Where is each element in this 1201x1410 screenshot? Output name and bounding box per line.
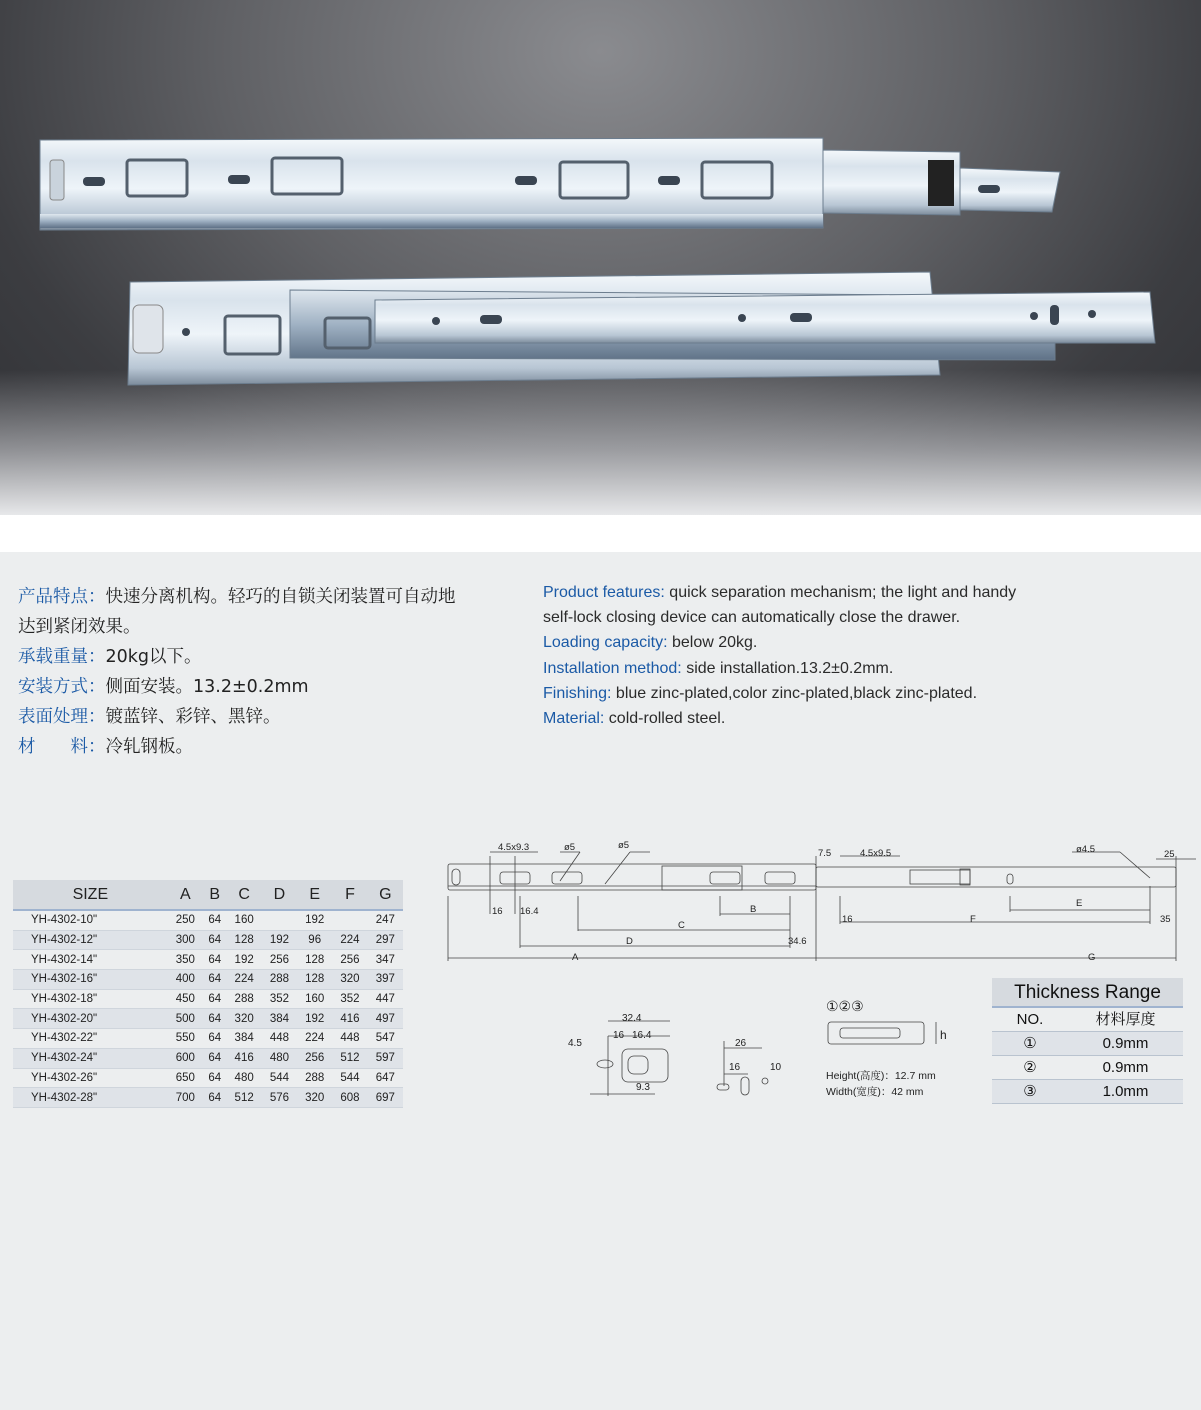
size-value-cell: 256 bbox=[332, 950, 367, 970]
table-row bbox=[13, 1029, 403, 1049]
detail-b-label: 26 bbox=[735, 1038, 747, 1049]
drawer-slides-illustration bbox=[0, 0, 1201, 515]
thickness-no: ③ bbox=[1023, 1083, 1037, 1100]
size-value-cell bbox=[332, 910, 367, 930]
detail-a-label: 9.3 bbox=[636, 1082, 650, 1093]
feature-cn-line: 安装方式：侧面安装。13.2±0.2mm bbox=[18, 677, 309, 697]
size-value-cell: 347 bbox=[368, 950, 403, 970]
size-value-cell: 128 bbox=[297, 950, 332, 970]
feature-cn-line: 产品特点：快速分离机构。轻巧的自锁关闭装置可自动地 bbox=[18, 587, 456, 607]
dim-label: ø5 bbox=[618, 840, 630, 851]
dim-label: 4.5x9.5 bbox=[860, 848, 892, 859]
size-value-cell: 300 bbox=[168, 930, 203, 950]
thickness-value: 1.0mm bbox=[1102, 1083, 1149, 1100]
size-model-cell: YH-4302-10" bbox=[13, 910, 168, 930]
size-value-cell: 160 bbox=[227, 910, 262, 930]
dim-label: ø5 bbox=[564, 842, 576, 853]
size-value-cell: 250 bbox=[168, 910, 203, 930]
detail-a-label: 16.4 bbox=[632, 1030, 652, 1041]
dim-label: 4.5x9.3 bbox=[498, 842, 530, 853]
thickness-no: ① bbox=[1023, 1035, 1037, 1052]
size-value-cell: 64 bbox=[203, 1088, 227, 1108]
col-a: A bbox=[168, 880, 203, 910]
size-value-cell: 608 bbox=[332, 1088, 367, 1108]
size-value-cell: 480 bbox=[262, 1048, 297, 1068]
size-value-cell: 480 bbox=[227, 1068, 262, 1088]
thickness-row bbox=[992, 1056, 1183, 1080]
thickness-value: 0.9mm bbox=[1102, 1035, 1149, 1052]
size-value-cell: 320 bbox=[332, 970, 367, 990]
dim-label: D bbox=[626, 936, 633, 947]
dim-label: E bbox=[1076, 898, 1083, 909]
thickness-col-no: NO. bbox=[1016, 1011, 1044, 1028]
dim-label: G bbox=[1088, 952, 1096, 963]
product-photo bbox=[0, 0, 1201, 515]
size-value-cell: 160 bbox=[297, 989, 332, 1009]
table-row bbox=[13, 1009, 403, 1029]
size-value-cell: 320 bbox=[227, 1009, 262, 1029]
size-value-cell bbox=[262, 910, 297, 930]
feature-en-line: self-lock closing device can automatically close the drawer. bbox=[543, 609, 961, 627]
thickness-row bbox=[992, 1080, 1183, 1104]
detail-b-label: 10 bbox=[770, 1062, 782, 1073]
feature-cn-line: 表面处理：镀蓝锌、彩锌、黑锌。 bbox=[18, 707, 281, 727]
size-value-cell: 224 bbox=[227, 970, 262, 990]
table-row bbox=[13, 989, 403, 1009]
size-value-cell: 650 bbox=[168, 1068, 203, 1088]
size-value-cell: 128 bbox=[297, 970, 332, 990]
dim-label: 16 bbox=[842, 914, 853, 925]
size-value-cell: 544 bbox=[262, 1068, 297, 1088]
table-row bbox=[13, 1068, 403, 1088]
size-value-cell: 416 bbox=[227, 1048, 262, 1068]
size-value-cell: 647 bbox=[368, 1068, 403, 1088]
table-row bbox=[13, 1088, 403, 1108]
table-row bbox=[13, 950, 403, 970]
size-value-cell: 350 bbox=[168, 950, 203, 970]
size-value-cell: 550 bbox=[168, 1029, 203, 1049]
feature-cn-line: 达到紧闭效果。 bbox=[18, 617, 141, 637]
dim-label: A bbox=[572, 952, 579, 963]
size-model-cell: YH-4302-14" bbox=[13, 950, 168, 970]
thickness-col-value: 材料厚度 bbox=[1095, 1011, 1156, 1028]
thickness-row bbox=[992, 1032, 1183, 1056]
table-row bbox=[13, 930, 403, 950]
size-value-cell: 448 bbox=[332, 1029, 367, 1049]
size-value-cell: 397 bbox=[368, 970, 403, 990]
size-value-cell: 224 bbox=[332, 930, 367, 950]
table-row bbox=[13, 970, 403, 990]
slide-closed bbox=[40, 138, 1060, 230]
col-g: G bbox=[368, 880, 403, 910]
detail-b-label: 16 bbox=[729, 1062, 741, 1073]
size-value-cell: 600 bbox=[168, 1048, 203, 1068]
size-value-cell: 697 bbox=[368, 1088, 403, 1108]
size-value-cell: 448 bbox=[262, 1029, 297, 1049]
col-b: B bbox=[203, 880, 227, 910]
size-value-cell: 597 bbox=[368, 1048, 403, 1068]
detail-a-label: 4.5 bbox=[568, 1038, 582, 1049]
features-chinese bbox=[18, 582, 528, 762]
size-value-cell: 547 bbox=[368, 1029, 403, 1049]
size-value-cell: 64 bbox=[203, 989, 227, 1009]
size-value-cell: 447 bbox=[368, 989, 403, 1009]
size-value-cell: 247 bbox=[368, 910, 403, 930]
size-model-cell: YH-4302-22" bbox=[13, 1029, 168, 1049]
profile-h-label: h bbox=[940, 1028, 947, 1042]
size-value-cell: 64 bbox=[203, 1029, 227, 1049]
size-value-cell: 384 bbox=[227, 1029, 262, 1049]
dim-label: 16.4 bbox=[520, 906, 539, 917]
size-model-cell: YH-4302-16" bbox=[13, 970, 168, 990]
thickness-table bbox=[992, 978, 1183, 1104]
features-english bbox=[543, 580, 1183, 731]
detail-a-label: 32.4 bbox=[622, 1013, 642, 1024]
dim-label: F bbox=[970, 914, 976, 925]
size-value-cell: 64 bbox=[203, 910, 227, 930]
size-value-cell: 512 bbox=[332, 1048, 367, 1068]
size-value-cell: 320 bbox=[297, 1088, 332, 1108]
size-value-cell: 352 bbox=[262, 989, 297, 1009]
dim-label: B bbox=[750, 904, 757, 915]
thickness-header bbox=[992, 1006, 1183, 1032]
dim-label: 35 bbox=[1160, 914, 1171, 925]
size-value-cell: 224 bbox=[297, 1029, 332, 1049]
size-value-cell: 297 bbox=[368, 930, 403, 950]
feature-cn-line: 材 料：冷轧钢板。 bbox=[18, 737, 193, 757]
feature-en-line: Material: cold-rolled steel. bbox=[543, 710, 726, 728]
size-value-cell: 288 bbox=[297, 1068, 332, 1088]
table-row bbox=[13, 1048, 403, 1068]
feature-en-line: Finishing: blue zinc-plated,color zinc-plated,black zinc-plated. bbox=[543, 684, 978, 702]
size-value-cell: 64 bbox=[203, 970, 227, 990]
size-value-cell: 128 bbox=[227, 930, 262, 950]
col-e: E bbox=[297, 880, 332, 910]
dim-label: 7.5 bbox=[818, 848, 832, 859]
size-value-cell: 500 bbox=[168, 1009, 203, 1029]
size-value-cell: 416 bbox=[332, 1009, 367, 1029]
size-value-cell: 64 bbox=[203, 1048, 227, 1068]
size-model-cell: YH-4302-18" bbox=[13, 989, 168, 1009]
profile-height: Height(高度)：12.7 mm bbox=[826, 1070, 936, 1082]
thickness-title: Thickness Range bbox=[992, 978, 1183, 1006]
size-value-cell: 700 bbox=[168, 1088, 203, 1108]
feature-en-line: Loading capacity: below 20kg. bbox=[543, 634, 758, 652]
feature-en-line: Product features: quick separation mechanism; the light and handy bbox=[543, 584, 1017, 601]
size-table-header bbox=[13, 880, 403, 910]
size-value-cell: 192 bbox=[297, 1009, 332, 1029]
size-value-cell: 192 bbox=[262, 930, 297, 950]
size-value-cell: 400 bbox=[168, 970, 203, 990]
size-value-cell: 544 bbox=[332, 1068, 367, 1088]
dim-label: 25 bbox=[1164, 849, 1175, 860]
size-model-cell: YH-4302-12" bbox=[13, 930, 168, 950]
size-model-cell: YH-4302-20" bbox=[13, 1009, 168, 1029]
size-value-cell: 352 bbox=[332, 989, 367, 1009]
size-value-cell: 450 bbox=[168, 989, 203, 1009]
profile-width: Width(宽度)：42 mm bbox=[826, 1086, 924, 1098]
size-value-cell: 192 bbox=[297, 910, 332, 930]
size-value-cell: 512 bbox=[227, 1088, 262, 1108]
profile-markers: ①②③ bbox=[826, 998, 864, 1014]
size-value-cell: 288 bbox=[227, 989, 262, 1009]
size-model-cell: YH-4302-24" bbox=[13, 1048, 168, 1068]
slide-extended bbox=[128, 272, 1155, 385]
dim-label: C bbox=[678, 920, 685, 931]
size-value-cell: 64 bbox=[203, 1068, 227, 1088]
size-value-cell: 288 bbox=[262, 970, 297, 990]
feature-cn-line: 承载重量：20kg以下。 bbox=[18, 647, 202, 667]
dim-label: 16 bbox=[492, 906, 503, 917]
size-value-cell: 192 bbox=[227, 950, 262, 970]
dim-label: 34.6 bbox=[788, 936, 807, 947]
detail-a-label: 16 bbox=[613, 1030, 625, 1041]
table-row bbox=[13, 910, 403, 930]
thickness-value: 0.9mm bbox=[1102, 1059, 1149, 1076]
size-value-cell: 384 bbox=[262, 1009, 297, 1029]
section-divider bbox=[0, 515, 1201, 552]
size-value-cell: 64 bbox=[203, 1009, 227, 1029]
size-table bbox=[13, 880, 403, 1108]
col-f: F bbox=[332, 880, 367, 910]
size-value-cell: 64 bbox=[203, 950, 227, 970]
col-c: C bbox=[227, 880, 262, 910]
size-model-cell: YH-4302-26" bbox=[13, 1068, 168, 1088]
feature-en-line: Installation method: side installation.13.2±0.2mm. bbox=[543, 659, 894, 677]
size-value-cell: 256 bbox=[262, 950, 297, 970]
size-value-cell: 64 bbox=[203, 930, 227, 950]
thickness-no: ② bbox=[1023, 1059, 1037, 1076]
size-value-cell: 576 bbox=[262, 1088, 297, 1108]
dim-label: ø4.5 bbox=[1076, 844, 1096, 855]
size-value-cell: 96 bbox=[297, 930, 332, 950]
col-size: SIZE bbox=[13, 880, 168, 910]
size-value-cell: 497 bbox=[368, 1009, 403, 1029]
col-d: D bbox=[262, 880, 297, 910]
size-model-cell: YH-4302-28" bbox=[13, 1088, 168, 1108]
size-value-cell: 256 bbox=[297, 1048, 332, 1068]
